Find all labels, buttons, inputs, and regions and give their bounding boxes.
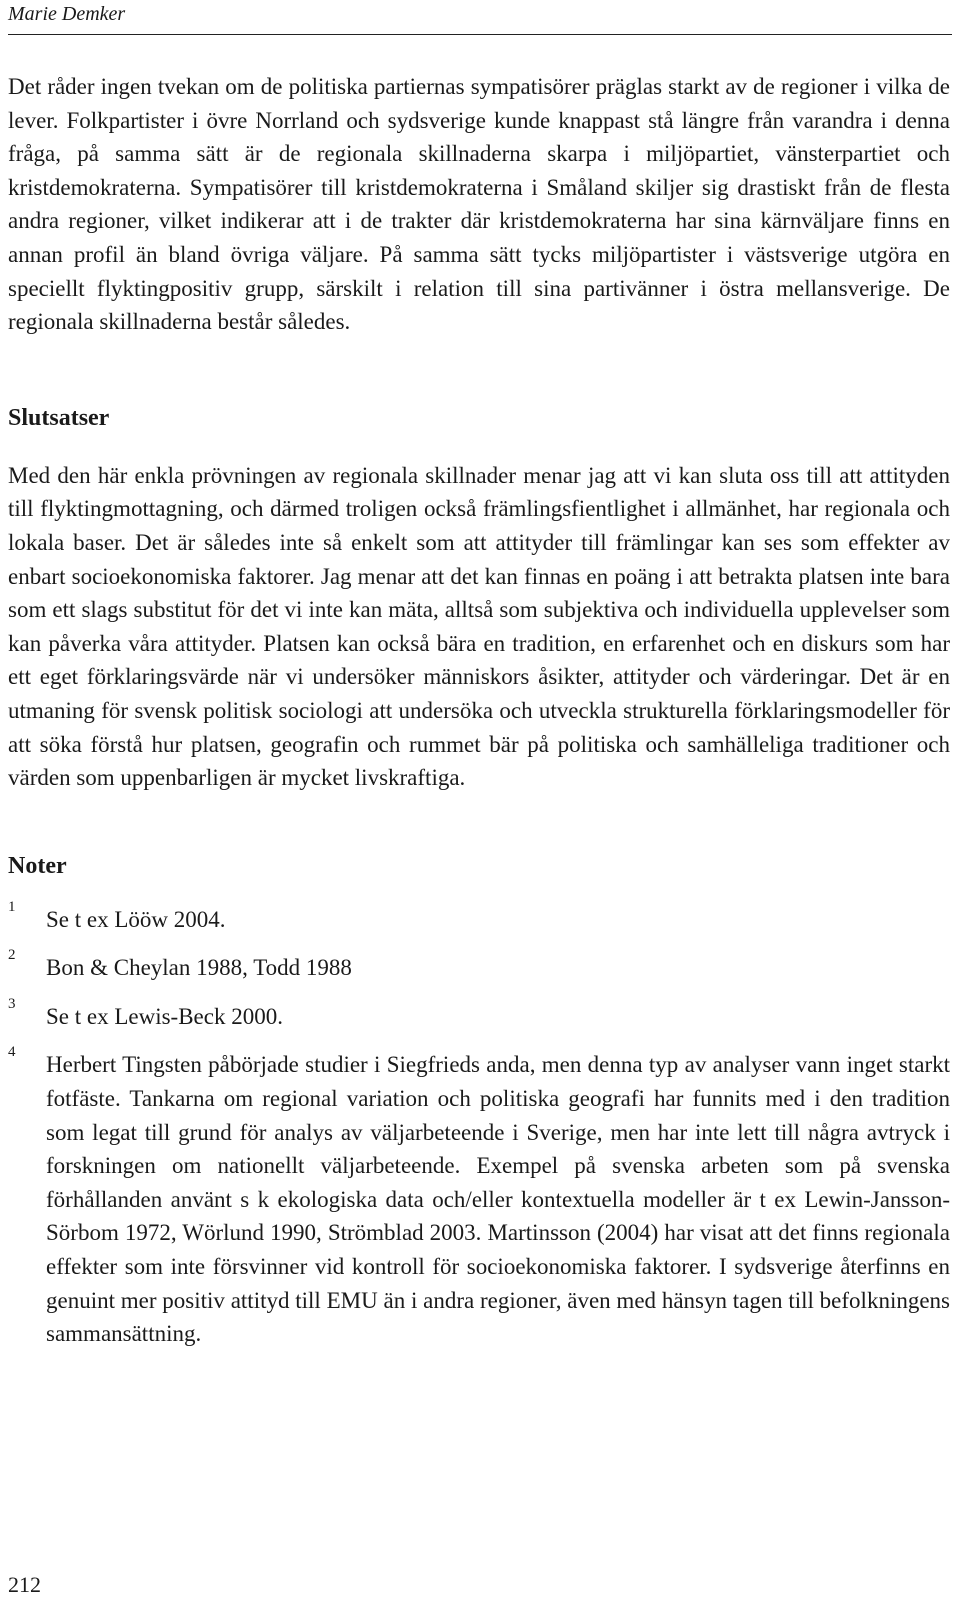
note-item — [8, 898, 950, 937]
note-item — [8, 947, 950, 985]
notes-list — [8, 898, 950, 1351]
running-header-author: Marie Demker — [8, 3, 126, 25]
intro-paragraph: Det råder ingen tvekan om de politiska partiernas sympatisörer präglas starkt av de regioner i vilka de lever. Folkpartister i övre Norrland och sydsverige kunde knappast stå längre från varandra i denna fråga, på samma sätt är de regionala skillnaderna skarpa i miljöpartiet, vänsterpartiet och kristdemokraterna. Sympatisörer till kristdemokraterna i Småland skiljer sig drastiskt från de flesta andra regioner, vilket indikerar att i de trakter där kristdemokraterna har sina kärnväljare finns en annan profil än bland övriga väljare. På samma sätt tycks miljöpartister i västsverige utgöra en speciellt flyktingpositiv grupp, särskilt i relation till sina partivänner i östra mellansverige. De regionala skillnaderna består således. — [8, 74, 950, 335]
note-item — [8, 1044, 950, 1350]
note-text: Se t ex Lööw 2004. — [46, 906, 226, 932]
page-number: 212 — [8, 1572, 41, 1597]
section-heading-slutsatser: Slutsatser — [8, 404, 110, 431]
note-item — [8, 995, 950, 1034]
note-number: 1 — [8, 898, 16, 915]
running-header — [8, 0, 952, 35]
conclusions-paragraph: Med den här enkla prövningen av regionala skillnader menar jag att vi kan sluta oss till att attityden till flyktingmottagning, och därmed troligen också främlingsfientlighet i allmänhet, har regionala och lokala baser. Det är således inte så enkelt som att attityder till främlingar kan ses som effekter av enbart socioekonomiska faktorer. Jag menar att det kan finnas en poäng i att betrakta platsen inte bara som ett slags substitut för det vi inte kan mäta, alltså som subjektiva och individuella upplevelser som kan påverka våra attityder. Platsen kan också bära en tradition, en erfarenhet och en diskurs som har ett eget förklaringsvärde när vi undersöker människors åsikter, attityder och värderingar. Det är en utmaning för svensk politisk sociologi att undersöka och utveckla strukturella förklaringsmodeller för att söka förstå hur platsen, geografin och rummet bär på politiska och samhälleliga traditioner och värden som uppenbarligen är mycket livskraftiga. — [8, 462, 950, 791]
note-number: 2 — [8, 947, 16, 964]
page-content — [8, 70, 950, 1351]
note-text: Herbert Tingsten påbörjade studier i Siegfrieds anda, men denna typ av analyser vann inget starkt fotfäste. Tankarna om regional variation och politiska geografi har funnits med i den tradition som legat till grund för analys av väljarbeteende i Sverige, men har inte lett till några avtryck i forskningen om nationellt väljarbeteende. Exempel på svenska arbeten som på svenska förhållanden använt s k ekologiska data och/eller kontextuella modeller är t ex Lewin-Jansson-Sörbom 1972, Wörlund 1990, Strömblad 2003. Martinsson (2004) har visat att det finns regionala effekter som inte försvinner vid kontroll för socioekonomiska faktorer. I sydsverige återfinns en genuint mer positiv attityd till EMU än i andra regioner, även med hänsyn tagen till befolkningens sammansättning. — [46, 1052, 950, 1347]
note-number: 4 — [8, 1044, 16, 1061]
note-number: 3 — [8, 995, 16, 1012]
section-heading-noter: Noter — [8, 852, 67, 879]
note-text: Se t ex Lewis-Beck 2000. — [46, 1003, 283, 1029]
note-text: Bon & Cheylan 1988, Todd 1988 — [46, 955, 352, 981]
